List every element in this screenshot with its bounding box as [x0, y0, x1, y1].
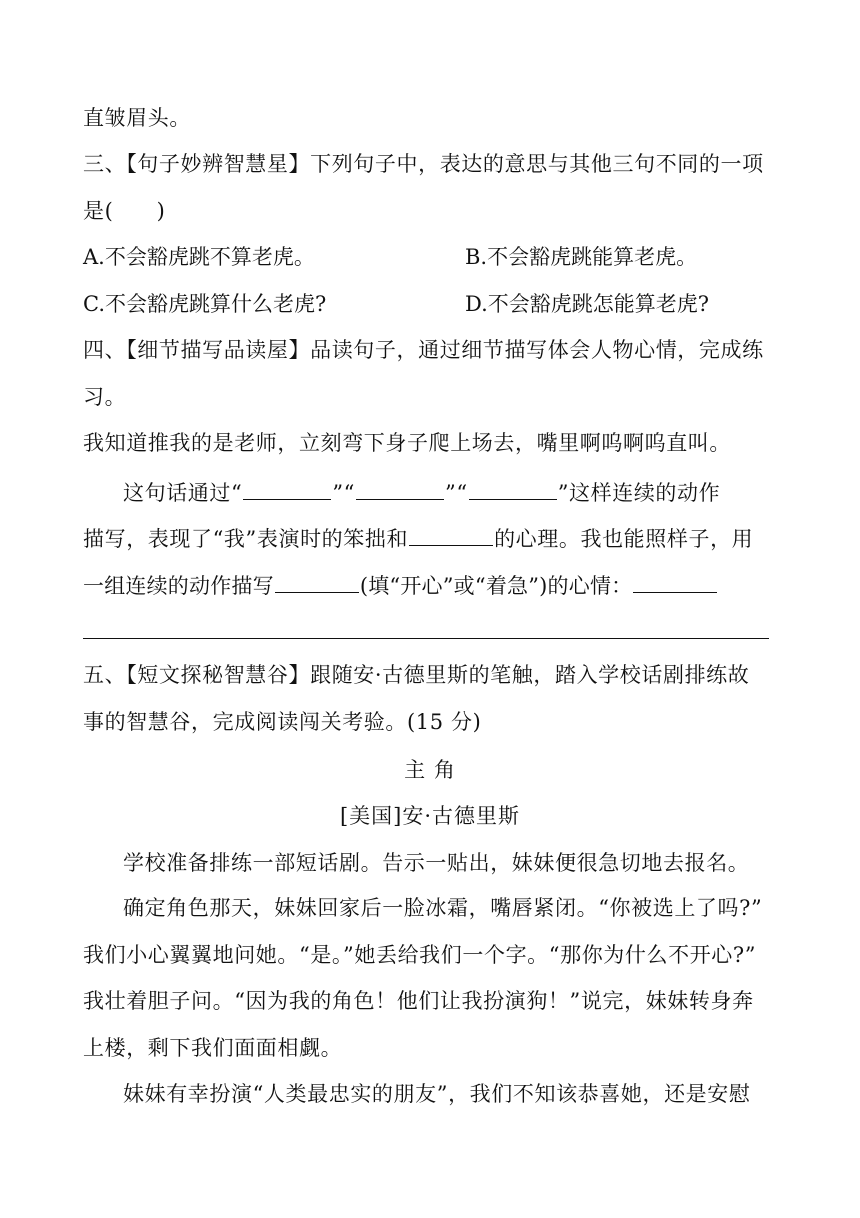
- fill-line-1: [123, 477, 720, 508]
- question-4-heading: 四、【细节描写品读屋】品读句子，通过细节描写体会人物心情，完成练: [83, 338, 764, 362]
- story-paragraph: 确定角色那天，妹妹回家后一脸冰霜，嘴唇紧闭。“你被选上了吗?”: [123, 896, 763, 920]
- fill-text: 的心理。我也能照样子，用: [494, 527, 754, 551]
- option-a[interactable]: A.不会豁虎跳不算老虎。: [83, 245, 315, 269]
- story-author: [美国]安·古德里斯: [339, 804, 521, 828]
- question-5-heading-cont: 事的智慧谷，完成阅读闯关考验。(15 分): [83, 710, 482, 734]
- option-b[interactable]: B.不会豁虎跳能算老虎。: [465, 245, 698, 269]
- story-paragraph: 学校准备排练一部短话剧。告示一贴出，妹妹便很急切地去报名。: [123, 851, 750, 875]
- fill-line-3: [83, 570, 718, 601]
- fill-text: ”“: [332, 481, 356, 505]
- option-d[interactable]: D.不会豁虎跳怎能算老虎?: [465, 292, 710, 316]
- blank-field[interactable]: [275, 570, 359, 593]
- story-paragraph: 妹妹有幸扮演“人类最忠实的朋友”，我们不知该恭喜她，还是安慰: [123, 1082, 751, 1106]
- text-line: 直皱眉头。: [83, 106, 191, 130]
- question-4-heading-cont: 习。: [83, 385, 127, 409]
- fill-text: 描写，表现了“我”表演时的笨拙和: [83, 527, 409, 551]
- blank-field[interactable]: [469, 477, 557, 500]
- blank-field[interactable]: [356, 477, 444, 500]
- question-3-heading-cont: 是( ): [83, 199, 166, 223]
- fill-text: (填“开心”或“着急”)的心情：: [359, 574, 633, 598]
- fill-text: 这句话通过“: [123, 481, 243, 505]
- story-paragraph: 我们小心翼翼地问她。“是。”她丢给我们一个字。“那你为什么不开心?”: [83, 943, 757, 967]
- quoted-sentence: 我知道推我的是老师，立刻弯下身子爬上场去，嘴里啊呜啊呜直叫。: [83, 431, 731, 455]
- question-5-heading: 五、【短文探秘智慧谷】跟随安·古德里斯的笔触，踏入学校话剧排练故: [83, 663, 750, 687]
- blank-field[interactable]: [633, 570, 717, 593]
- fill-text: 一组连续的动作描写: [83, 574, 274, 598]
- fill-line-2: [83, 523, 753, 554]
- answer-line[interactable]: [83, 638, 769, 639]
- story-paragraph: 我壮着胆子问。“因为我的角色！他们让我扮演狗！”说完，妹妹转身奔: [83, 989, 754, 1013]
- option-c[interactable]: C.不会豁虎跳算什么老虎?: [83, 292, 327, 316]
- story-title: 主 角: [404, 758, 456, 782]
- question-3-heading: 三、【句子妙辨智慧星】下列句子中，表达的意思与其他三句不同的一项: [83, 152, 764, 176]
- fill-text: ”“: [445, 481, 468, 505]
- fill-text: ”这样连续的动作: [557, 481, 721, 505]
- blank-field[interactable]: [243, 477, 331, 500]
- story-paragraph: 上楼，剩下我们面面相觑。: [83, 1036, 343, 1060]
- blank-field[interactable]: [409, 523, 493, 546]
